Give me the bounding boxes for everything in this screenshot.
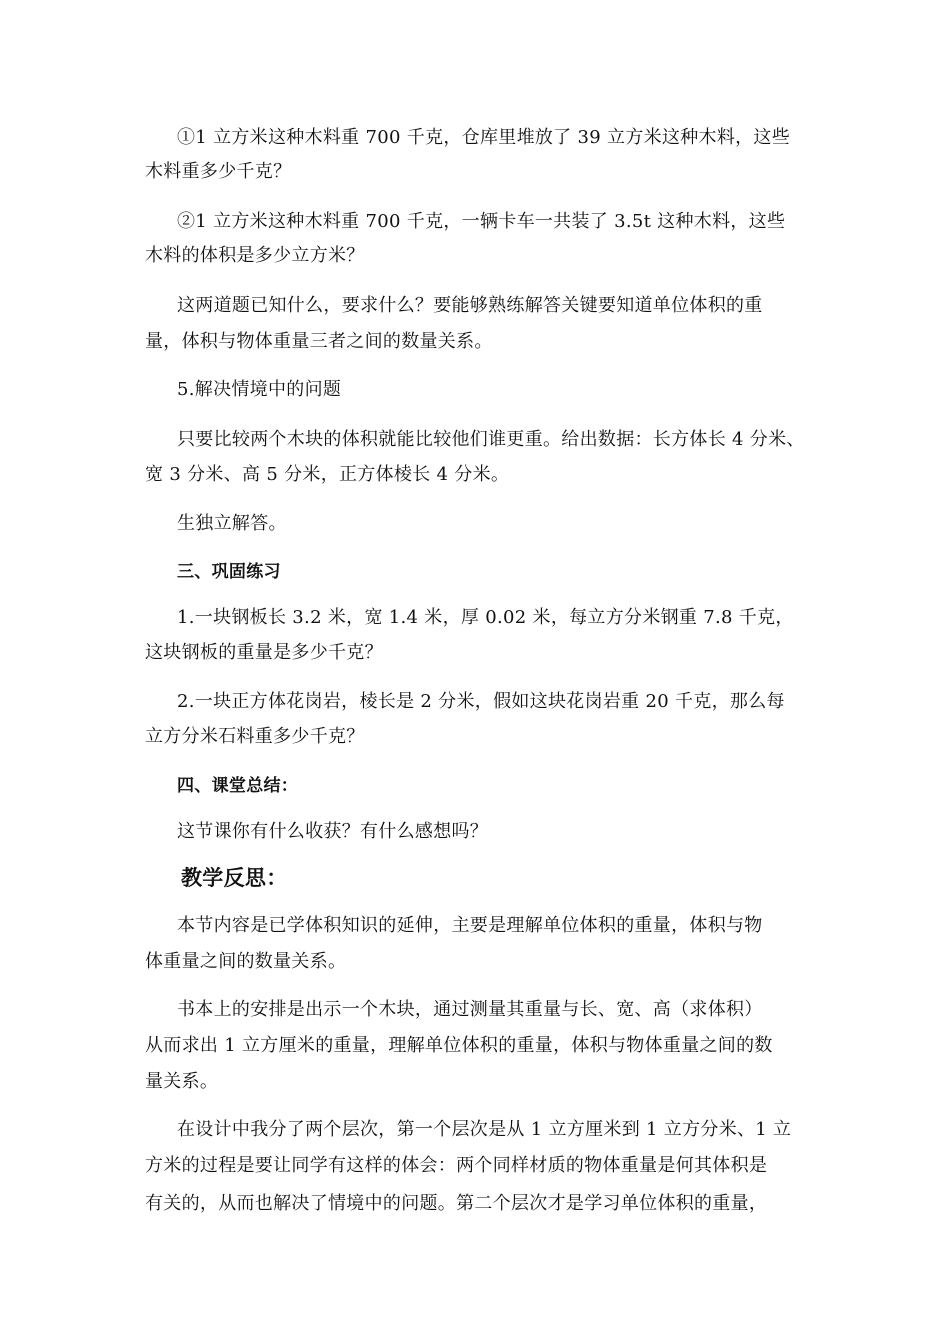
step-5-heading: 5.解决情境中的问题 xyxy=(177,379,342,400)
compare-paragraph-line-2: 宽 3 分米、高 5 分米，正方体棱长 4 分米。 xyxy=(145,464,510,485)
problem-1-line-2: 木料重多少千克？ xyxy=(145,161,292,182)
exercise-2-line-1: 2.一块正方体花岗岩，棱长是 2 分米，假如这块花岗岩重 20 千克，那么每 xyxy=(177,691,785,712)
reflection-p1-line-2: 体重量之间的数量关系。 xyxy=(145,951,347,972)
question-paragraph-line-1: 这两道题已知什么，要求什么？要能够熟练解答关键要知道单位体积的重 xyxy=(177,295,763,316)
summary-question-text: 这节课你有什么收获？有什么感想吗？ xyxy=(177,821,489,842)
reflection-p2-line-2: 从而求出 1 立方厘米的重量，理解单位体积的重量，体积与物体重量之间的数 xyxy=(145,1035,773,1056)
exercise-1-line-2: 这块钢板的重量是多少千克？ xyxy=(145,642,383,663)
section-practice-heading: 三、巩固练习 xyxy=(177,562,281,582)
reflection-p3-line-2: 方米的过程是要让同学有这样的体会：两个同样材质的物体重量是何其体积是 xyxy=(145,1155,768,1176)
reflection-p3-line-3: 有关的，从而也解决了情境中的问题。第二个层次才是学习单位体积的重量， xyxy=(145,1193,768,1214)
problem-1-line-1: ①1 立方米这种木料重 700 千克，仓库里堆放了 39 立方米这种木料，这些 xyxy=(177,127,791,148)
reflection-heading: 教学反思： xyxy=(181,866,288,890)
reflection-p2-line-1: 书本上的安排是出示一个木块，通过测量其重量与长、宽、高（求体积） xyxy=(177,999,763,1020)
problem-2-line-2: 木料的体积是多少立方米？ xyxy=(145,245,365,266)
solve-alone-text: 生独立解答。 xyxy=(177,513,287,534)
reflection-p3-line-1: 在设计中我分了两个层次，第一个层次是从 1 立方厘米到 1 立方分米、1 立 xyxy=(177,1119,792,1140)
reflection-p1-line-1: 本节内容是已学体积知识的延伸，主要是理解单位体积的重量，体积与物 xyxy=(177,915,763,936)
question-paragraph-line-2: 量，体积与物体重量三者之间的数量关系。 xyxy=(145,331,493,352)
section-summary-heading: 四、课堂总结： xyxy=(177,776,299,796)
reflection-p2-line-3: 量关系。 xyxy=(145,1071,219,1092)
exercise-2-line-2: 立方分米石料重多少千克？ xyxy=(145,726,365,747)
problem-2-line-1: ②1 立方米这种木料重 700 千克，一辆卡车一共装了 3.5t 这种木料，这些 xyxy=(177,211,786,232)
exercise-1-line-1: 1.一块钢板长 3.2 米，宽 1.4 米，厚 0.02 米，每立方分米钢重 7.8 千克， xyxy=(177,607,794,628)
compare-paragraph-line-1: 只要比较两个木块的体积就能比较他们谁更重。给出数据：长方体长 4 分米、 xyxy=(177,429,805,450)
